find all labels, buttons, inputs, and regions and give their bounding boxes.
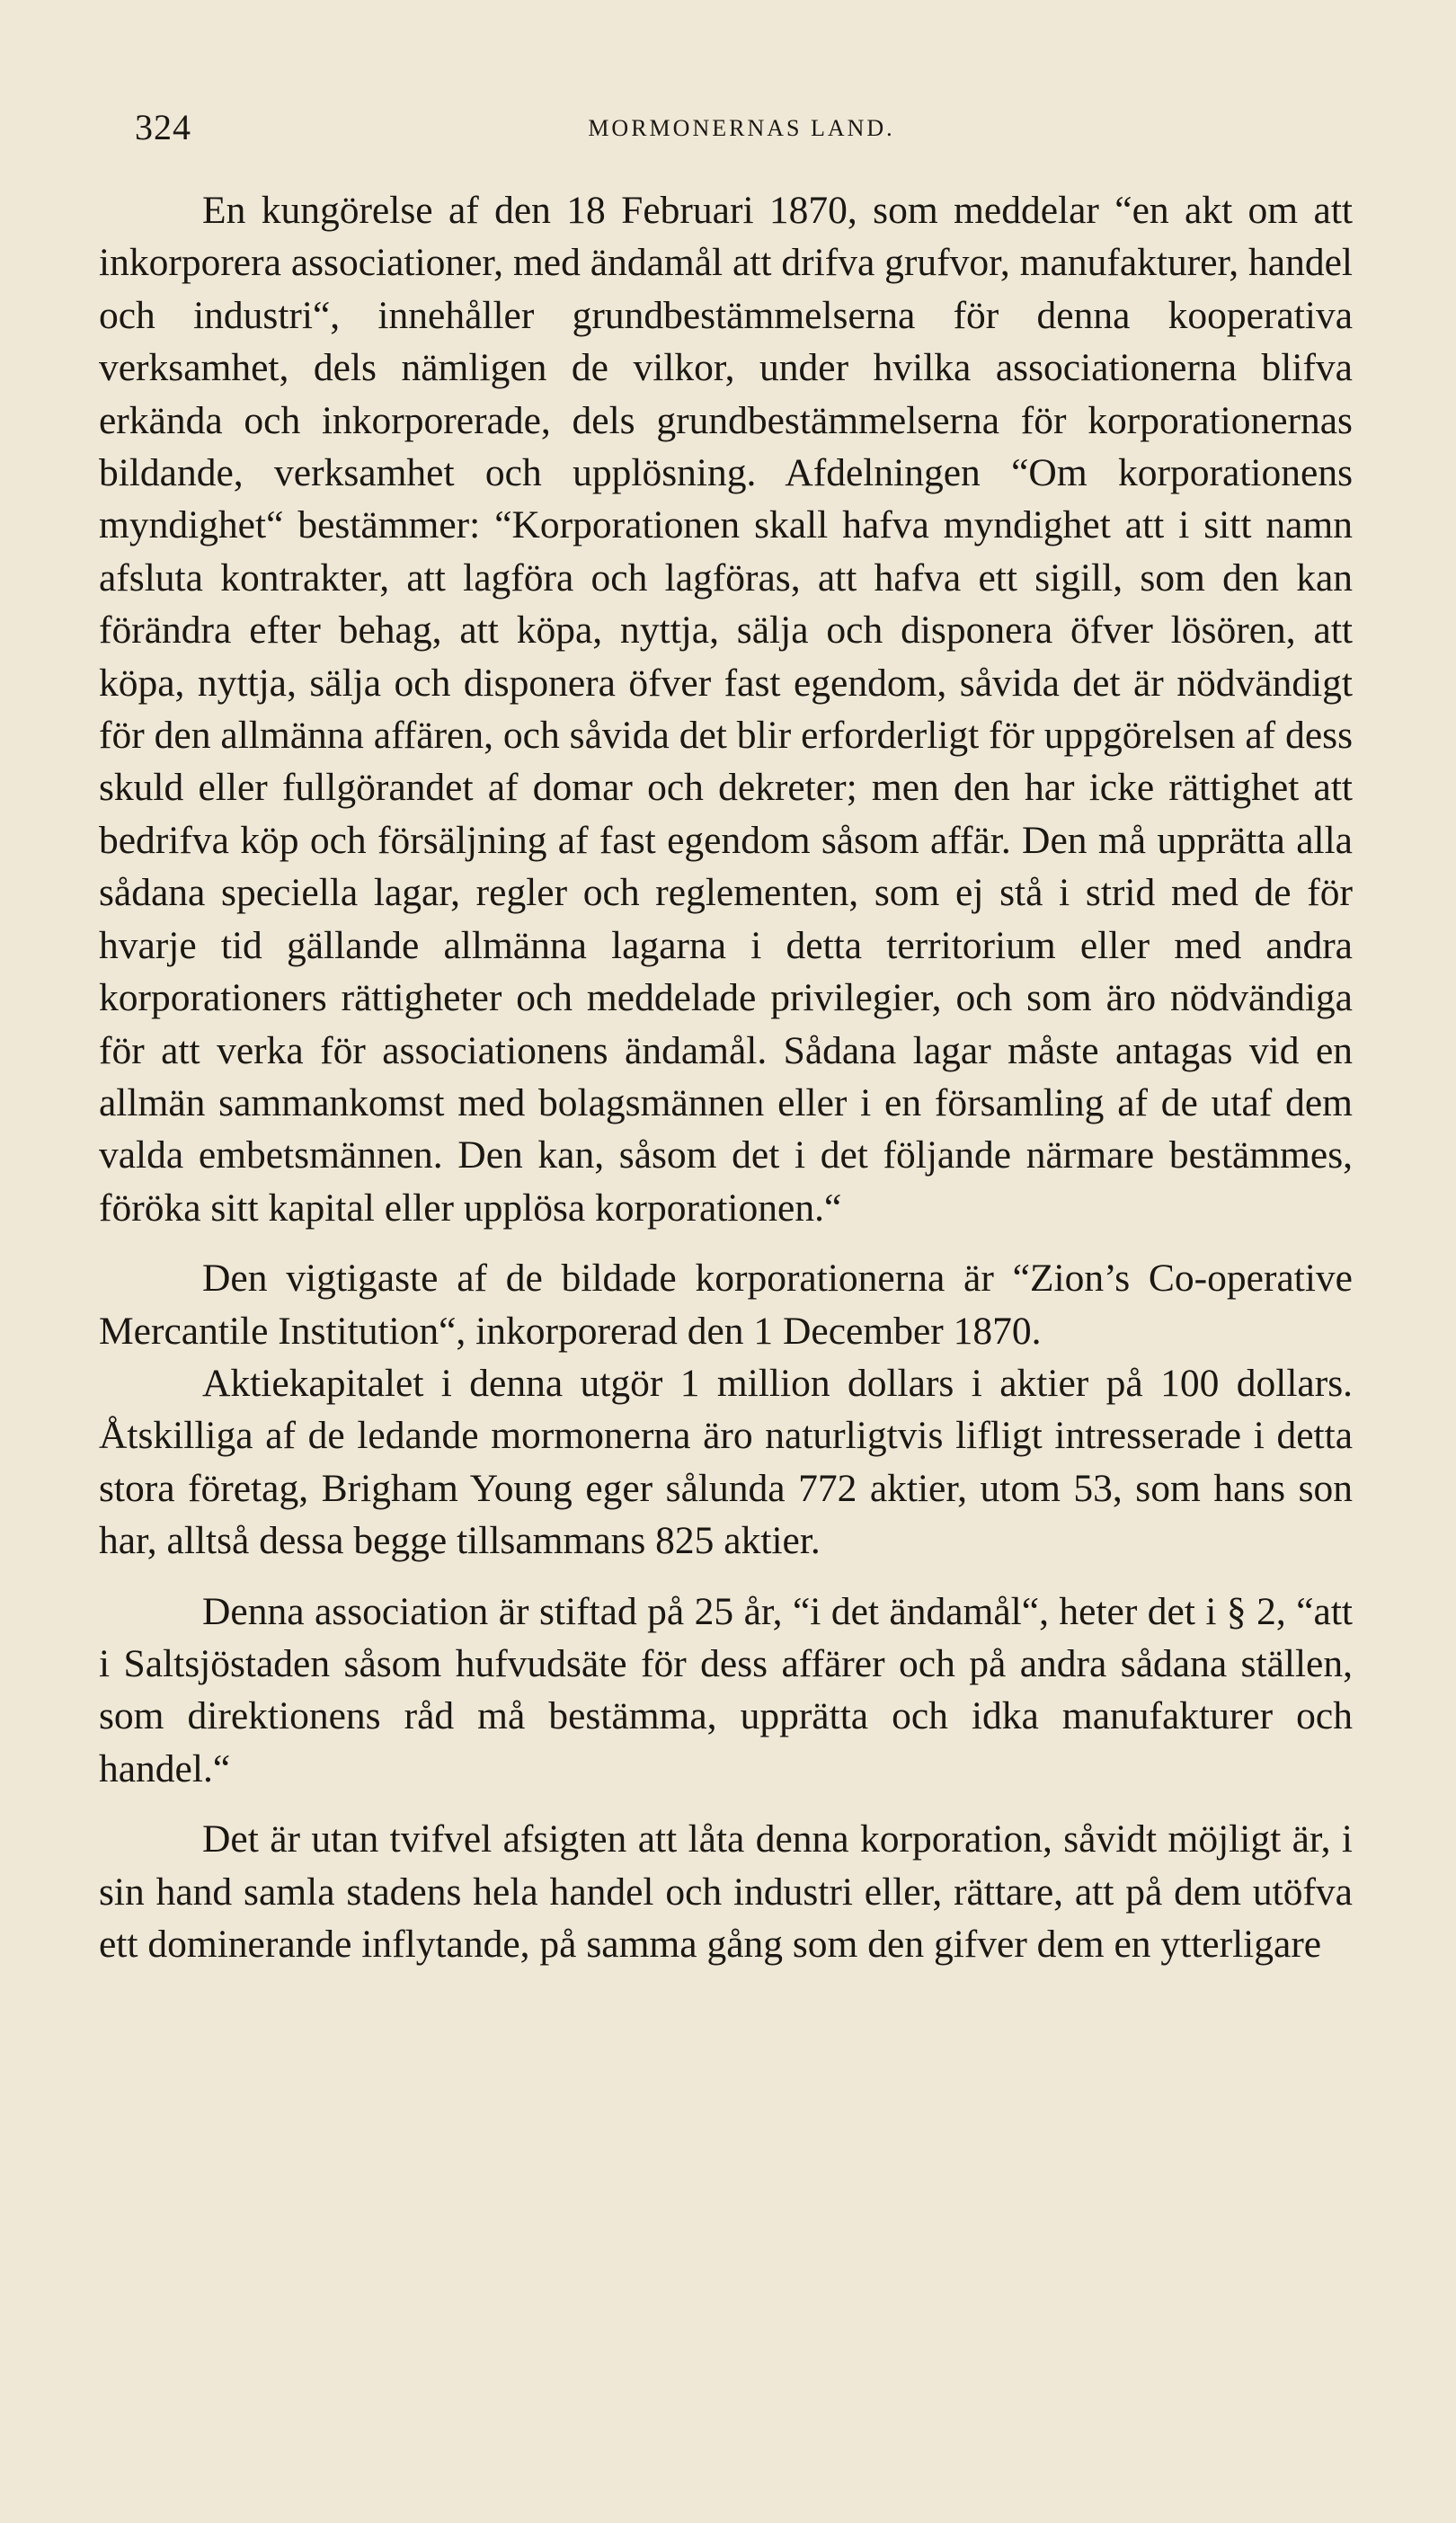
page-header: [135, 106, 1348, 160]
body-text: [99, 184, 1353, 1970]
page-number: 324: [135, 107, 191, 147]
paragraph-zions-cooperative: Den vigtigaste af de bildade korporationerna är “Zion’s Co-operative Mercantile Institution“, inkorporerad den 1 December 1870.: [99, 1257, 1353, 1353]
paragraph-incorporation-proclamation: En kungörelse af den 18 Februari 1870, som meddelar “en akt om att inkorporera associationer, med ändamål att drifva grufvor, manufakturer, handel och industri“, innehåller grundbestämmelserna för denna kooperativa verksamhet, dels nämligen de vilkor, under hvilka associationerna blifva erkända och inkorporerade, dels grundbestämmelserna för korporationernas bildande, verksamhet och upplösning. Afdelningen “Om korporationens myndighet“ bestämmer: “Korporationen skall hafva myndighet att i sitt namn afsluta kontrakter, att lagföra och lagföras, att hafva ett sigill, som den kan förändra efter behag, att köpa, nyttja, sälja och disponera öfver lösören, att köpa, nyttja, sälja och disponera öfver fast egendom, såvida det är nödvändigt för den allmänna affären, och såvida det blir erforderligt för uppgörelsen af dess skuld eller fullgörandet af domar och dekreter; men den har icke rättighet att bedrifva köp och försäljning af fast egendom såsom affär. Den må upprätta alla sådana speciella lagar, regler och reglementen, som ej stå i strid med de för hvarje tid gällande allmänna lagarna i detta territorium eller med andra korporationers rättigheter och meddelade privilegier, och som äro nödvändiga för att verka för associationens ändamål. Sådana lagar måste antagas vid en allmän sammankomst med bolagsmännen eller i en församling af de utaf dem valda embetsmännen. Den kan, såsom det i det följande närmare bestämmes, föröka sitt kapital eller upplösa korporationen.“: [99, 189, 1353, 1230]
paragraph-share-capital: Aktiekapitalet i denna utgör 1 million dollars i aktier på 100 dollars. Åtskilliga af de ledande mormonerna äro naturligtvis lifligt intresserade i detta stora företag, Brigham Young eger sålunda 772 aktier, utom 53, som hans son har, alltså dessa begge tillsammans 825 aktier.: [99, 1361, 1353, 1563]
running-title: MORMONERNAS LAND.: [588, 115, 895, 141]
paragraph-corporation-intent: Det är utan tvifvel afsigten att låta denna korporation, såvidt möjligt är, i sin hand samla stadens hela handel och industri eller, rättare, att på dem utöfva ett dominerande inflytande, på samma gång som den gifver dem en ytterligare: [99, 1817, 1353, 1966]
paragraph-association-purpose: Denna association är stiftad på 25 år, “i det ändamål“, heter det i § 2, “att i Saltsjöstaden såsom hufvudsäte för dess affärer och på andra sådana ställen, som direktionens råd må bestämma, upprätta och idka manufakturer och handel.“: [99, 1589, 1353, 1790]
